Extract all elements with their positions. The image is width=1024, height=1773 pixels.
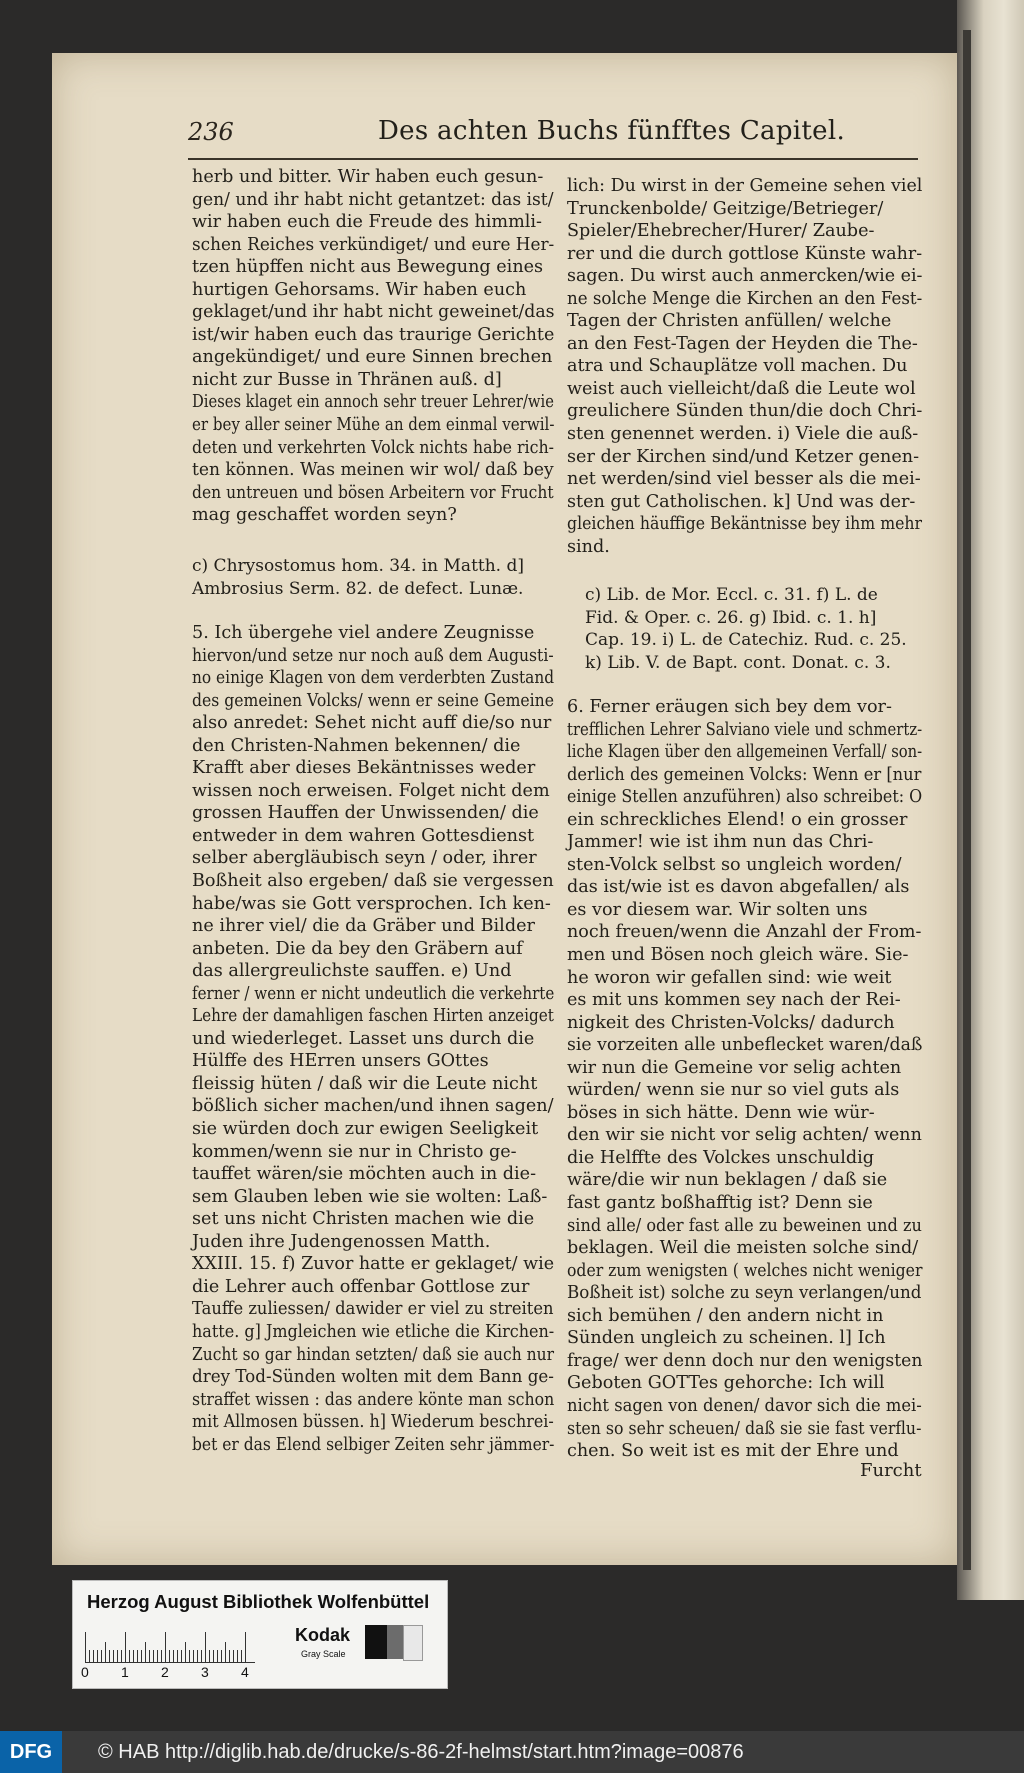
text-line: das ist/wie ist es davon abgefallen/ als: [567, 877, 910, 898]
text-line: ferner / wenn er nicht undeutlich die verkehrte: [192, 983, 555, 1004]
text-line: 5. Ich übergehe viel andere Zeugnisse: [192, 623, 535, 643]
library-name: Herzog August Bibliothek Wolfenbüttel: [87, 1591, 430, 1612]
ruler-number: 2: [161, 1664, 169, 1680]
ruler-tick: [193, 1650, 194, 1662]
ruler-tick: [185, 1642, 186, 1662]
catchword: Furcht: [860, 1460, 922, 1481]
text-line: Ambrosius Serm. 82. de defect. Lunæ.: [192, 578, 524, 599]
text-line: no einige Klagen von dem verderbten Zustand: [192, 668, 555, 689]
header-rule: [188, 158, 918, 160]
text-line: men und Bösen noch gleich wäre. Sie-: [567, 945, 909, 966]
text-line: Sünden ungleich zu scheinen. l] Ich: [567, 1328, 886, 1349]
ruler-tick: [153, 1650, 154, 1662]
ruler-tick: [237, 1650, 238, 1662]
ruler-tick: [165, 1632, 166, 1662]
text-line: geklaget/und ihr habt nicht geweinet/das: [192, 302, 555, 323]
right-footnotes: [585, 584, 907, 674]
text-line: gen/ und ihr habt nicht getantzet: das ist/: [192, 189, 554, 210]
text-line: net werden/sind viel besser als die mei-: [567, 469, 921, 490]
text-line: fast gantz boßhafftig ist? Denn sie: [567, 1193, 873, 1214]
text-line: es vor diesem war. Wir solten uns: [567, 899, 868, 920]
text-line: den untreuen und bösen Arbeitern vor Frucht: [192, 482, 554, 503]
text-line: wir haben euch die Freude des himmli-: [192, 212, 542, 233]
text-line: XXIII. 15. f) Zuvor hatte er geklaget/ wie: [192, 1254, 555, 1275]
text-line: wissen noch erweisen. Folget nicht dem: [192, 780, 550, 801]
ruler-tick: [145, 1642, 146, 1662]
text-line: böses in sich hätte. Denn wie wür-: [567, 1102, 875, 1123]
text-line: würden/ wenn sie nur so viel guts als: [567, 1080, 900, 1101]
ruler-number: 0: [81, 1664, 89, 1680]
ruler-tick: [89, 1650, 90, 1662]
text-line: Fid. & Oper. c. 26. g) Ibid. c. 1. h]: [585, 607, 877, 628]
text-line: nicht sagen von denen/ davor sich die mei-: [567, 1395, 922, 1416]
text-line: frage/ wer denn doch nur den wenigsten: [567, 1350, 923, 1371]
text-line: selber abergläubisch seyn / oder, ihrer: [192, 848, 537, 869]
text-line: er bey aller seiner Mühe an dem einmal verwil-: [192, 415, 555, 436]
text-line: Spieler/Ehebrecher/Hurer/ Zaube-: [567, 221, 875, 242]
text-line: und wiederleget. Lasset uns durch die: [192, 1028, 535, 1049]
text-line: gleichen häuffige Bekäntnisse bey ihm mehr: [567, 514, 923, 535]
ruler-tick: [217, 1650, 218, 1662]
text-line: beklagen. Weil die meisten solche sind/: [567, 1238, 919, 1259]
text-line: tauffet wären/sie möchten auch in die-: [192, 1164, 537, 1185]
text-line: ser der Kirchen sind/und Ketzer genen-: [567, 446, 920, 467]
ruler-tick: [221, 1650, 222, 1662]
text-line: anbeten. Die da bey den Gräbern auf: [192, 938, 523, 959]
text-line: set uns nicht Christen machen wie die: [192, 1209, 535, 1230]
text-line: Boßheit ist) solche zu seyn verlangen/und: [567, 1283, 922, 1304]
ruler-tick: [181, 1650, 182, 1662]
right-column-para: [567, 175, 922, 558]
text-line: lich: Du wirst in der Gemeine sehen viel: [567, 176, 923, 196]
text-line: Tagen der Christen anfüllen/ welche: [567, 311, 892, 332]
ruler-tick: [149, 1650, 150, 1662]
text-line: habe/was sie Gott versprochen. Ich ken-: [192, 893, 551, 914]
running-title: Des achten Buchs fünfftes Capitel.: [378, 116, 846, 146]
text-line: sind alle/ oder fast alle zu beweinen und zu: [567, 1215, 922, 1236]
text-line: wäre/die wir nun beklagen / daß sie: [567, 1170, 888, 1191]
ruler-tick: [213, 1650, 214, 1662]
text-line: Juden ihre Judengenossen Matth.: [192, 1231, 491, 1252]
text-line: greulichere Sünden thun/die doch Chri-: [567, 401, 923, 422]
text-line: 6. Ferner eräugen sich bey dem vor-: [567, 697, 892, 717]
ruler-tick: [189, 1650, 190, 1662]
text-line: fleissig hüten / daß wir die Leute nicht: [192, 1073, 538, 1094]
text-line: rer und die durch gottlose Künste wahr-: [567, 243, 923, 264]
text-line: sind.: [567, 536, 610, 557]
text-line: he woron wir gefallen sind: wie weit: [567, 967, 892, 988]
ruler-tick: [97, 1650, 98, 1662]
text-line: also anredet: Sehet nicht auff die/so nur: [192, 713, 552, 734]
ruler-tick: [173, 1650, 174, 1662]
text-line: sten so sehr scheuen/ daß sie sie fast verflu-: [567, 1418, 922, 1439]
light-swatch: [403, 1625, 423, 1661]
text-line: ne solche Menge die Kirchen an den Fest-: [567, 288, 923, 309]
text-line: entweder in dem wahren Gottesdienst: [192, 825, 535, 846]
ruler-tick: [105, 1642, 106, 1662]
ruler-tick: [121, 1650, 122, 1662]
text-line: atra und Schauplätze voll machen. Du: [567, 356, 908, 377]
text-line: chen. So weit ist es mit der Ehre und: [567, 1441, 899, 1462]
color-scale-card: [72, 1580, 448, 1689]
ruler-tick: [157, 1650, 158, 1662]
ruler-tick: [133, 1650, 134, 1662]
text-line: bet er das Elend selbiger Zeiten sehr jämmer-: [192, 1434, 555, 1455]
right-column-para6: [567, 696, 922, 1463]
dfg-logo: DFG: [0, 1731, 62, 1773]
text-line: sten-Volck selbst so ungleich worden/: [567, 854, 902, 875]
page-edge: [963, 30, 971, 1570]
text-line: sie würden doch zur ewigen Seeligkeit: [192, 1119, 539, 1140]
text-line: k) Lib. V. de Bapt. cont. Donat. c. 3.: [585, 652, 891, 673]
text-line: hiervon/und setze nur noch auß dem Augusti-: [192, 645, 554, 666]
text-line: hatte. g] Jmgleichen wie etliche die Kirchen-: [192, 1321, 555, 1342]
text-line: kommen/wenn sie nur in Christo ge-: [192, 1141, 517, 1162]
text-line: ne ihrer viel/ die da Gräber und Bilder: [192, 916, 535, 937]
black-swatch: [365, 1625, 387, 1659]
text-line: den Christen-Nahmen bekennen/ die: [192, 735, 521, 756]
text-line: hurtigen Gehorsams. Wir haben euch: [192, 279, 527, 300]
text-line: Boßheit also ergeben/ daß sie vergessen: [192, 871, 554, 892]
ruler-tick: [85, 1632, 86, 1662]
text-line: wir nun die Gemeine vor selig achten: [567, 1057, 902, 1078]
ruler-tick: [201, 1650, 202, 1662]
text-line: deten und verkehrten Volck nichts habe rich-: [192, 437, 554, 458]
left-footnotes: [192, 555, 524, 600]
ruler-tick: [93, 1650, 94, 1662]
text-line: mit Allmosen büssen. h] Wiederum beschrei-: [192, 1412, 554, 1433]
text-line: sem Glauben leben wie sie wolten: Laß-: [192, 1186, 548, 1207]
text-line: die Lehrer auch offenbar Gottlose zur: [192, 1276, 530, 1297]
text-line: angekündiget/ und eure Sinnen brechen: [192, 347, 553, 368]
text-line: herb und bitter. Wir haben euch gesun-: [192, 167, 544, 187]
text-line: nicht zur Busse in Thränen auß. d]: [192, 369, 502, 390]
text-line: Jammer! wie ist ihm nun das Chri-: [567, 832, 874, 853]
text-line: mag geschaffet worden seyn?: [192, 505, 457, 526]
text-line: weist auch vielleicht/daß die Leute wol: [567, 378, 916, 399]
ruler-tick: [109, 1650, 110, 1662]
ruler-tick: [169, 1650, 170, 1662]
text-line: sich bemühen / den andern nicht in: [567, 1305, 884, 1326]
text-line: grossen Hauffen der Unwissenden/ die: [192, 803, 539, 824]
text-line: sagen. Du wirst auch anmercken/wie ei-: [567, 266, 923, 287]
ruler-tick: [141, 1650, 142, 1662]
text-line: Geboten GOTTes gehorche: Ich will: [567, 1373, 885, 1394]
text-line: oder zum wenigsten ( welches nicht weniger: [567, 1260, 923, 1281]
ruler-tick: [113, 1650, 114, 1662]
text-line: Krafft aber dieses Bekäntnisses weder: [192, 758, 536, 779]
text-line: sten gut Catholischen. k] Und was der-: [567, 491, 916, 512]
ruler-tick: [225, 1642, 226, 1662]
left-column-para5: [192, 622, 554, 1456]
ruler-tick: [229, 1650, 230, 1662]
text-line: Hülffe des HErren unsers GOttes: [192, 1051, 489, 1072]
ruler-tick: [241, 1650, 242, 1662]
text-line: das allergreulichste sauffen. e) Und: [192, 961, 512, 982]
text-line: des gemeinen Volcks/ wenn er seine Gemeine: [192, 690, 555, 711]
left-column-para: [192, 166, 554, 527]
ruler-tick: [129, 1650, 130, 1662]
text-line: sten genennet werden. i) Viele die auß-: [567, 424, 919, 445]
text-line: den wir sie nicht vor selig achten/ wenn: [567, 1125, 922, 1146]
text-line: ten können. Was meinen wir wol/ daß bey: [192, 460, 554, 481]
text-line: Cap. 19. i) L. de Catechiz. Rud. c. 25.: [585, 630, 907, 650]
text-line: Trunckenbolde/ Geitzige/Betrieger/: [567, 198, 884, 219]
text-line: derlich des gemeinen Volcks: Wenn er [nur: [567, 764, 922, 785]
ruler-tick: [125, 1632, 126, 1662]
text-line: Dieses klaget ein annoch sehr treuer Lehrer/wie: [192, 392, 554, 413]
ruler-number: 1: [121, 1664, 129, 1680]
ruler-tick: [209, 1650, 210, 1662]
text-line: ein schreckliches Elend! o ein grosser: [567, 809, 908, 830]
text-line: die Helffte des Volckes unschuldig: [567, 1147, 874, 1168]
text-line: drey Tod-Sünden wolten mit dem Bann ge-: [192, 1367, 554, 1388]
text-line: sie vorzeiten alle unbeflecket waren/daß: [567, 1035, 923, 1056]
measure-ruler: [85, 1628, 255, 1663]
ruler-number: 3: [201, 1664, 209, 1680]
ruler-tick: [161, 1650, 162, 1662]
text-line: liche Klagen über den allgemeinen Verfall/ son-: [567, 742, 923, 763]
source-url[interactable]: © HAB http://diglib.hab.de/drucke/s-86-2f-helmst/start.htm?image=00876: [98, 1741, 744, 1763]
text-line: tzen hüpffen nicht aus Bewegung eines: [192, 257, 544, 278]
text-line: ist/wir haben euch das traurige Gerichte: [192, 324, 555, 345]
text-line: an den Fest-Tagen der Heyden die The-: [567, 333, 918, 354]
text-line: nigkeit des Christen-Volcks/ dadurch: [567, 1012, 895, 1033]
text-line: einige Stellen anzuführen) also schreibet: O: [567, 787, 923, 808]
ruler-tick: [117, 1650, 118, 1662]
ruler-tick: [197, 1650, 198, 1662]
text-line: trefflichen Lehrer Salviano viele und schmertz-: [567, 719, 923, 740]
text-line: es mit uns kommen sey nach der Rei-: [567, 990, 901, 1011]
ruler-tick: [177, 1650, 178, 1662]
gray-scale-label: Gray Scale: [301, 1649, 346, 1659]
ruler-tick: [245, 1632, 246, 1662]
text-line: straffet wissen : das andere könte man schon: [192, 1389, 555, 1410]
page-number: 236: [188, 118, 234, 146]
text-line: noch freuen/wenn die Anzahl der From-: [567, 922, 922, 943]
text-line: bößlich sicher machen/und ihnen sagen/: [192, 1096, 554, 1117]
kodak-brand: Kodak: [295, 1625, 351, 1645]
text-line: c) Lib. de Mor. Eccl. c. 31. f) L. de: [585, 585, 878, 605]
text-line: Tauffe zuliessen/ dawider er viel zu streiten: [192, 1299, 554, 1320]
ruler-number: 4: [241, 1664, 249, 1680]
ruler-tick: [137, 1650, 138, 1662]
text-line: Zucht so gar hindan setzten/ daß sie auch nur: [192, 1344, 554, 1365]
ruler-tick: [101, 1650, 102, 1662]
ruler-tick: [205, 1632, 206, 1662]
text-line: c) Chrysostomus hom. 34. in Matth. d]: [192, 556, 525, 576]
gray-swatch: [387, 1625, 403, 1659]
page-header: [188, 118, 888, 162]
ruler-tick: [233, 1650, 234, 1662]
text-line: schen Reiches verkündiget/ und eure Her-: [192, 234, 555, 255]
text-line: Lehre der damahligen faschen Hirten anzeiget: [192, 1006, 554, 1027]
